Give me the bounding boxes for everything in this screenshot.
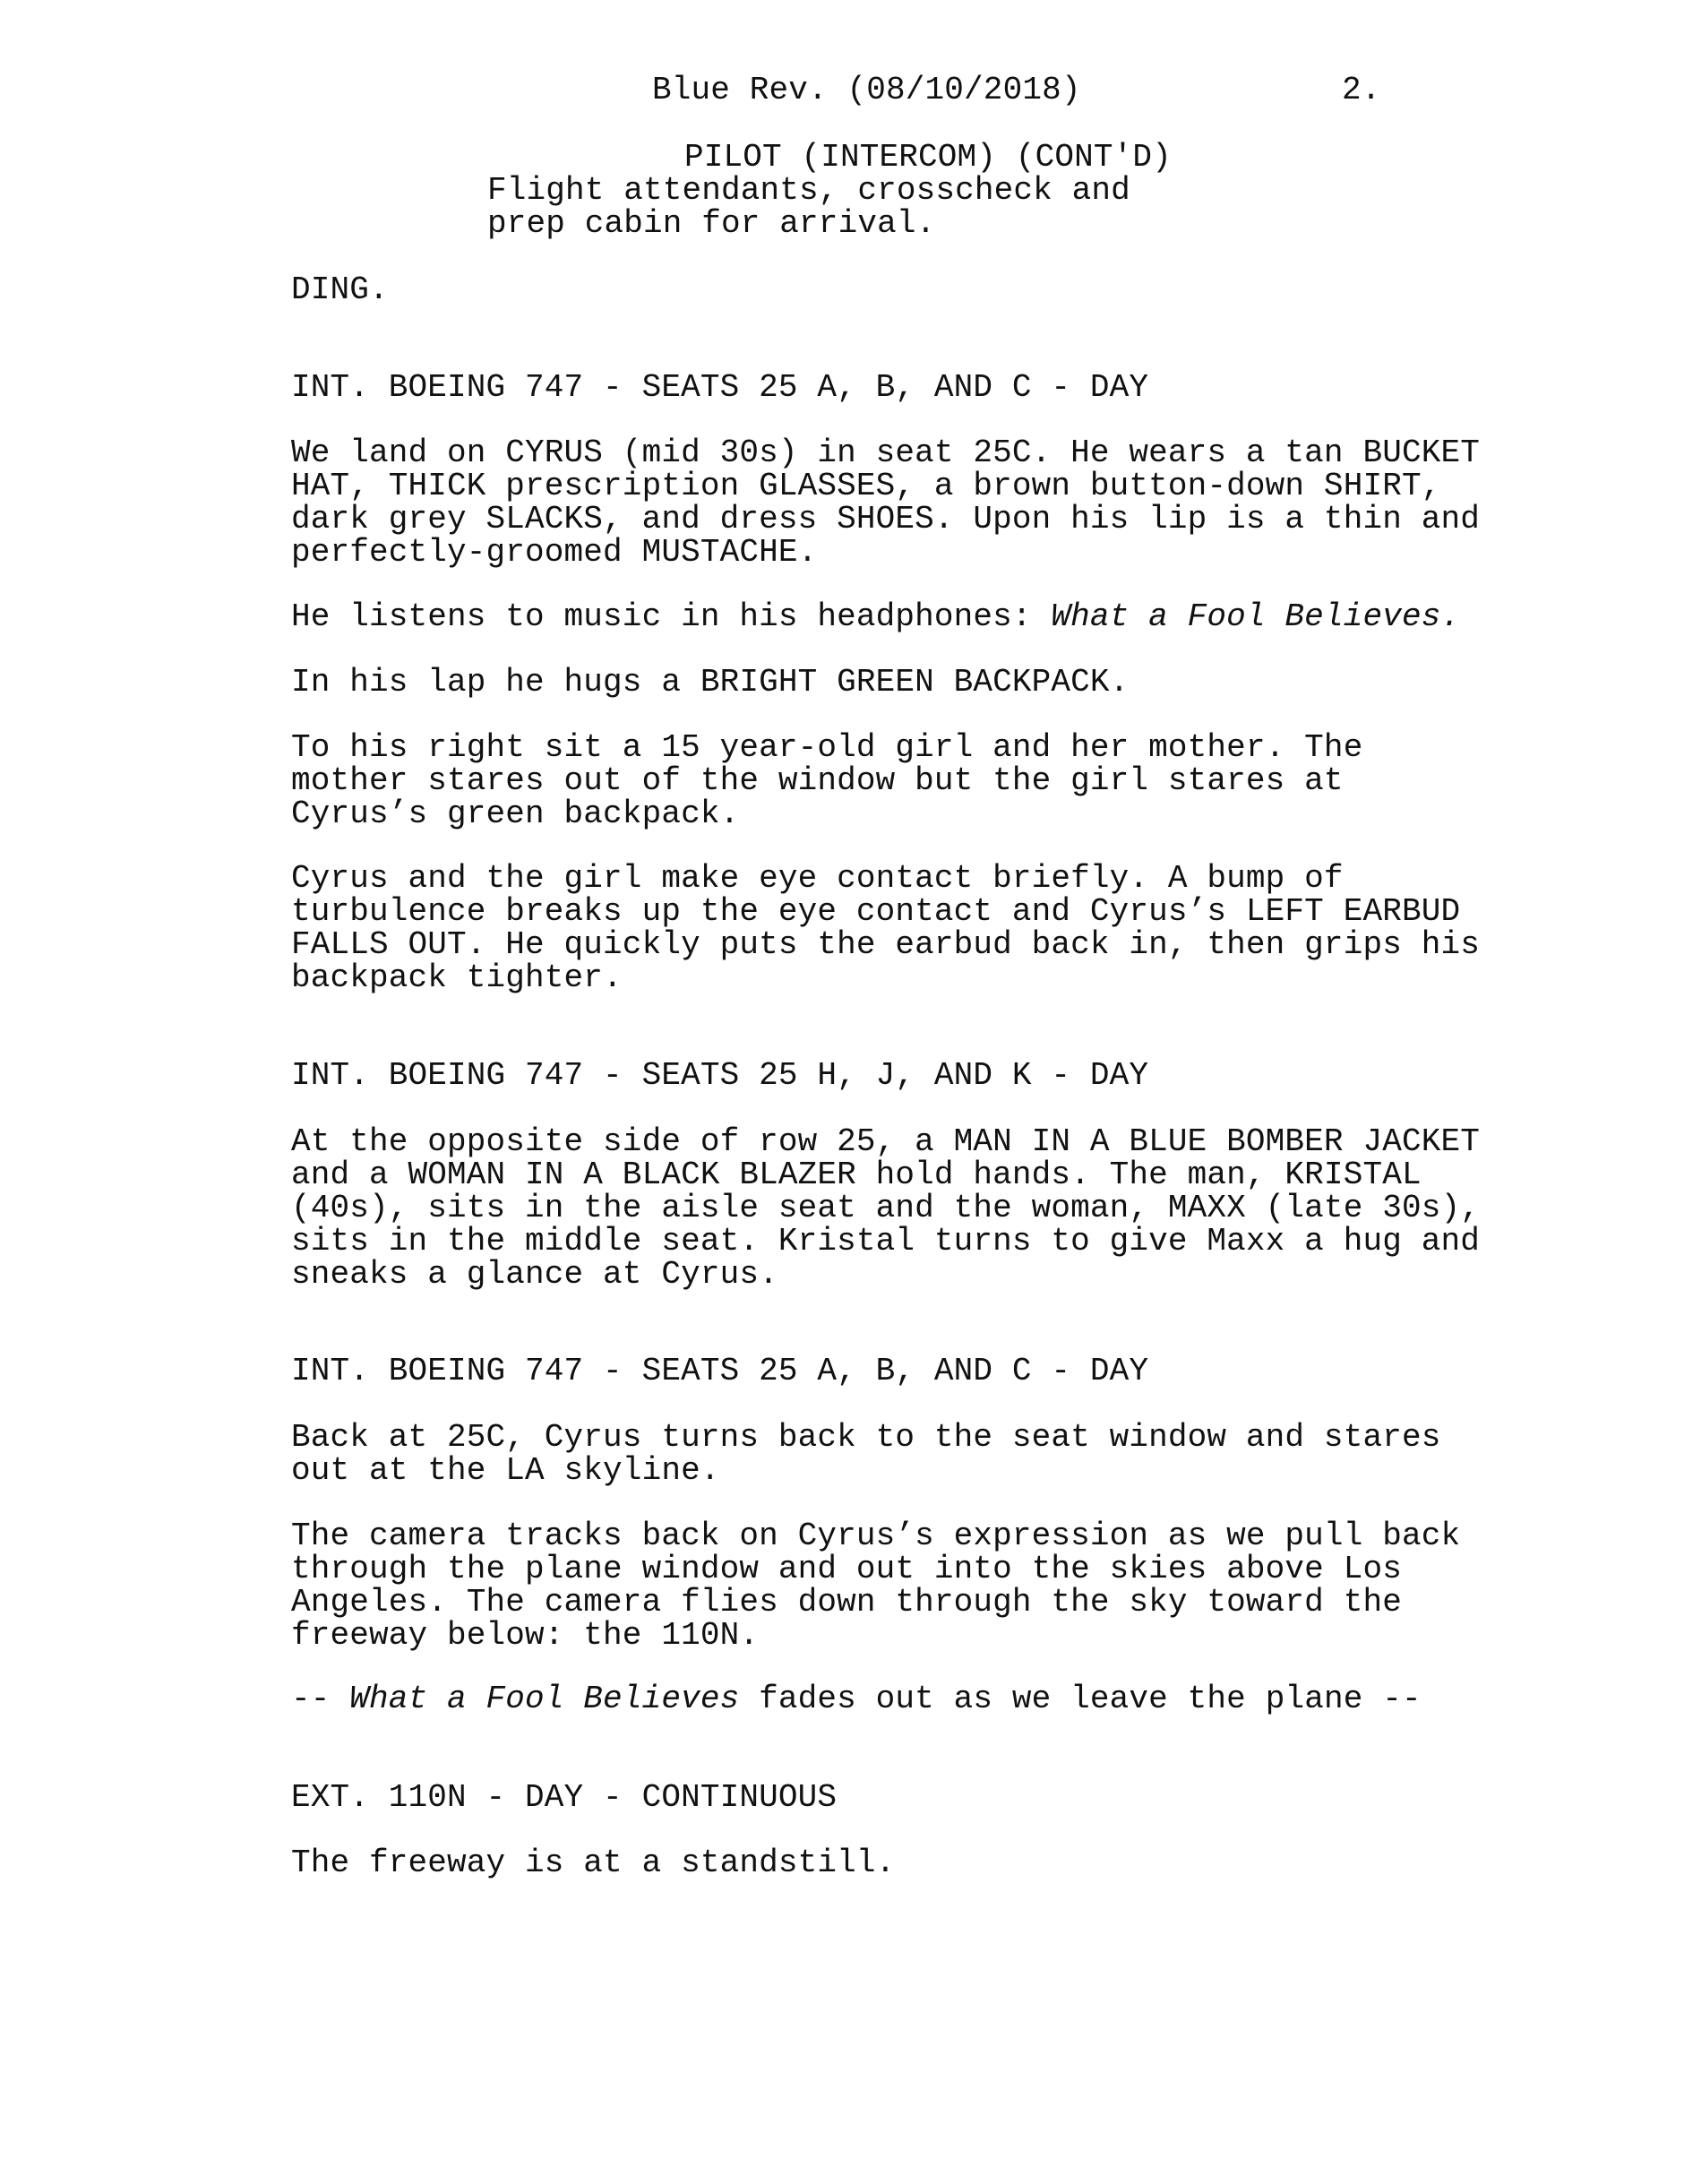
action-paragraph: The camera tracks back on Cyrus’s expression as we pull back through the plane window and out into the skies above Los Angeles. The camera flies down through the sky toward the freeway below: the 110N.: [291, 1518, 1461, 1654]
action-paragraph: [291, 600, 1545, 633]
character-cue: PILOT (INTERCOM) (CONT'D): [684, 139, 1172, 176]
action-paragraph: The freeway is at a standstill.: [291, 1844, 896, 1881]
action-paragraph: At the opposite side of row 25, a MAN IN A BLUE BOMBER JACKET and a WOMAN IN A BLACK BLAZER hold hands. The man, KRISTAL (40s), sits in the aisle seat and the woman, MAXX (late 30s), sits in the middle seat. Kristal turns to give Maxx a hug and sneaks a glance at Cyrus.: [291, 1123, 1480, 1293]
sound-effect: DING.: [291, 271, 389, 308]
scene-heading: INT. BOEING 747 - SEATS 25 H, J, AND K - DAY: [291, 1057, 1149, 1094]
action-text: fades out as we leave the plane --: [739, 1681, 1422, 1717]
action-paragraph: [291, 1682, 1545, 1715]
revision-header: Blue Rev. (08/10/2018): [652, 72, 1081, 108]
scene-heading: INT. BOEING 747 - SEATS 25 A, B, AND C - DAY: [291, 369, 1149, 406]
dialogue-line: prep cabin for arrival.: [487, 205, 936, 242]
action-paragraph: To his right sit a 15 year-old girl and her mother. The mother stares out of the window but the girl stares at Cyrus’s green backpack.: [291, 729, 1363, 832]
scene-heading: EXT. 110N - DAY - CONTINUOUS: [291, 1779, 838, 1816]
action-paragraph: In his lap he hugs a BRIGHT GREEN BACKPACK.: [291, 664, 1130, 701]
page-number: 2.: [1342, 72, 1381, 108]
dialogue-line: Flight attendants, crosscheck and: [487, 172, 1130, 209]
song-title: What a Fool Believes: [349, 1681, 740, 1717]
action-text: He listens to music in his headphones:: [291, 598, 1052, 635]
action-paragraph: Back at 25C, Cyrus turns back to the seat window and stares out at the LA skyline.: [291, 1419, 1441, 1489]
action-paragraph: Cyrus and the girl make eye contact briefly. A bump of turbulence breaks up the eye contact and Cyrus’s LEFT EARBUD FALLS OUT. He quickly puts the earbud back in, then grips his backpack tighter.: [291, 860, 1480, 996]
action-paragraph: We land on CYRUS (mid 30s) in seat 25C. He wears a tan BUCKET HAT, THICK prescription GLASSES, a brown button-down SHIRT, dark grey SLACKS, and dress SHOES. Upon his lip is a thin and perfectly-groomed MUSTACHE.: [291, 434, 1480, 571]
scene-heading: INT. BOEING 747 - SEATS 25 A, B, AND C - DAY: [291, 1353, 1149, 1389]
song-title: What a Fool Believes.: [1051, 598, 1461, 635]
action-text: --: [291, 1681, 350, 1717]
